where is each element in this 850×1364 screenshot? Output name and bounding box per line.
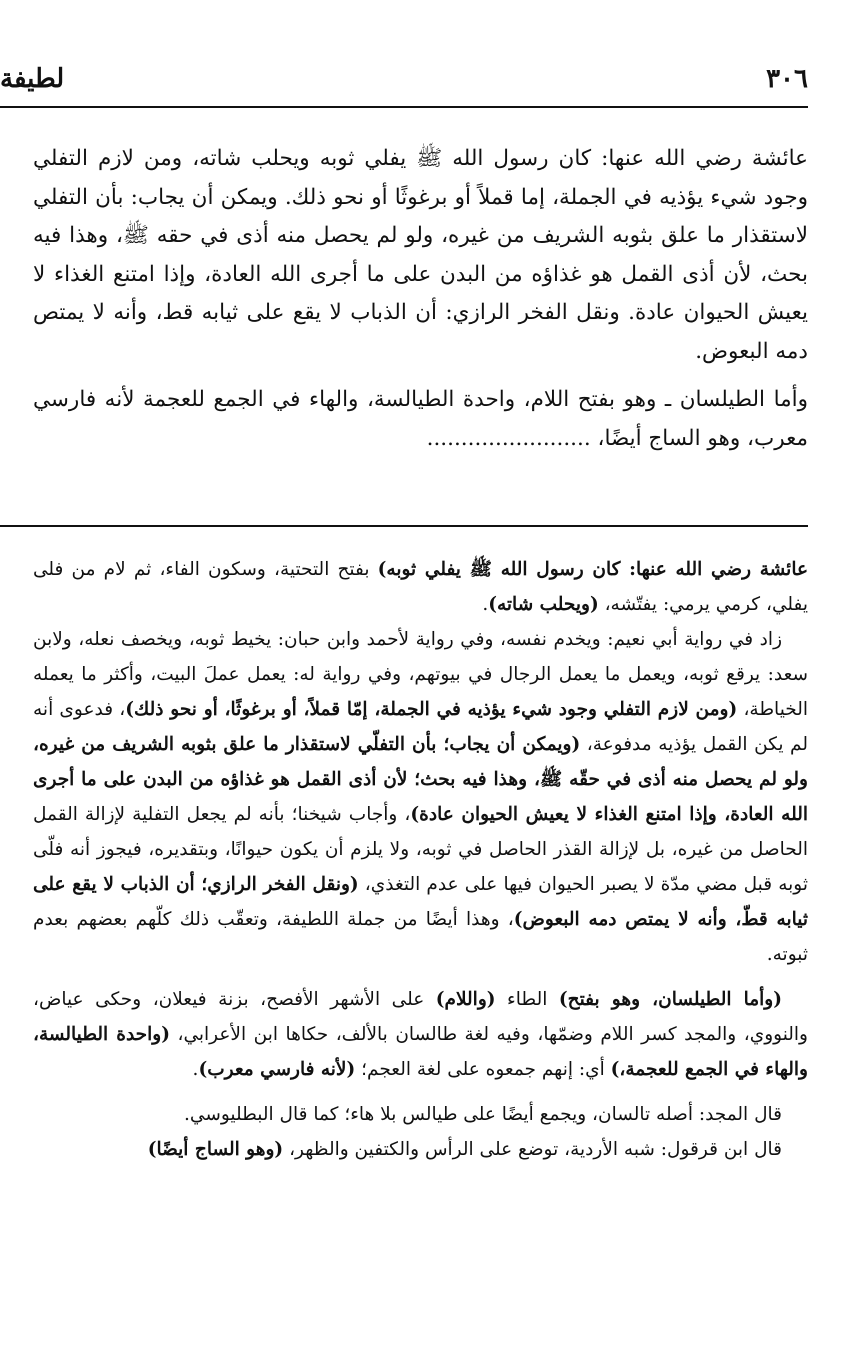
quoted-matn: (ويحلب شاته) bbox=[488, 594, 599, 615]
commentary-text-run: ، فدعوى أنه لم يكن القمل يؤذيه مدفوعة، bbox=[33, 699, 808, 755]
main-text bbox=[33, 140, 808, 458]
commentary-text bbox=[33, 552, 808, 1167]
footnote-separator bbox=[0, 525, 808, 527]
quoted-matn: (لأنه فارسي معرب) bbox=[198, 1059, 356, 1080]
commentary-text-run: زاد في رواية أبي نعيم: ويخدم نفسه، وفي رواية لأحمد وابن حبان: يخيط ثوبه، ويخصف نعله، ولابن سعد: يرقع ثوبه، ويعمل ما يعمل الرجال في بيوتهم، وفي رواية له: يعمل عملَ البيت، وأكثر ما يعمله الخياطة، bbox=[33, 629, 808, 720]
quoted-matn: (ومن لازم التفلي وجود شيء يؤذيه في الجملة، إمّا قملاً، أو برغوثًا، أو نحو ذلك) bbox=[125, 699, 738, 720]
main-paragraph bbox=[33, 381, 808, 458]
quoted-matn: (ويمكن أن يجاب؛ بأن التفلّي لاستقذار ما علق بثوبه الشريف من غيره، ولو لم يحصل منه أذى في حقّه ﷺ، وهذا فيه بحث؛ لأن أذى القمل هو غذاؤه من البدن على ما أجرى الله العادة، وإذا امتنع الغذاء لا يعيش الحيوان عادة) bbox=[33, 734, 808, 825]
quoted-matn: (وهو الساج أيضًا) bbox=[147, 1139, 284, 1160]
main-paragraph: عائشة رضي الله عنها: كان رسول الله ﷺ يفلي ثوبه ويحلب شاته، ومن لازم التفلي وجود شيء يؤذيه في الجملة، إما قملاً أو برغوثًا أو نحو ذلك. ويمكن أن يجاب: بأن التفلي لاستقذار ما علق بثوبه الشريف من غيره، ولو لم يحصل منه أذى في حقه ﷺ، وهذا فيه بحث، لأن أذى القمل هو غذاؤه من البدن على ما أجرى الله العادة، وإذا امتنع الغذاء لا يعيش الحيوان عادة. ونقل الفخر الرازي: أن الذباب لا يقع على ثيابه قط، وأنه لا يمتص دمه البعوض. bbox=[33, 146, 808, 364]
commentary-text-run: الطاء bbox=[495, 989, 559, 1010]
page-number: ٣٠٦ bbox=[766, 64, 808, 94]
commentary-text-run: أي: إنهم جمعوه على لغة العجم؛ bbox=[355, 1059, 611, 1080]
commentary-paragraph bbox=[33, 982, 808, 1087]
commentary-paragraph: قال المجد: أصله تالسان، ويجمع أيضًا على طيالس بلا هاء؛ كما قال البطليوسي. bbox=[184, 1104, 782, 1125]
commentary-text-run: ، وأجاب شيخنا؛ بأنه لم يجعل التفلية لإزالة القمل الحاصل من غيره، بل لإزالة القذر الحاصل في ثوبه، ولا يلزم أن يكون حيوانًا، وبتقديره، فيجوز أنه فلّى ثوبه قبل مضي مدّة لا يصبر الحيوان فيها على عدم التغذي، bbox=[33, 804, 808, 895]
header-rule bbox=[0, 106, 808, 108]
commentary-text-run: قال ابن قرقول: شبه الأردية، توضع على الرأس والكتفين والظهر، bbox=[283, 1139, 782, 1160]
quoted-matn: (واحدة الطيالسة، والهاء في الجمع للعجمة،) bbox=[33, 1024, 808, 1080]
commentary-paragraph bbox=[33, 552, 808, 622]
commentary-text-run: على الأشهر الأفصح، بزنة فيعلان، وحكى عياض، والنووي، والمجد كسر اللام وضمّها، وفيه لغة طالسان بالألف، حكاها ابن الأعرابي، bbox=[33, 989, 808, 1045]
page-header bbox=[0, 62, 808, 102]
commentary-text-run: . bbox=[482, 594, 489, 615]
commentary-text-run: ، وهذا أيضًا من جملة اللطيفة، وتعقّب ذلك كلّهم بعضهم بعدم ثبوته. bbox=[33, 909, 808, 965]
commentary-text-run: بفتح التحتية، وسكون الفاء، ثم لام من فلى يفلي، كرمي يرمي: يفتّشه، bbox=[33, 559, 808, 615]
quoted-matn: عائشة رضي الله عنها: كان رسول الله ﷺ يفلي ثوبه) bbox=[377, 559, 809, 580]
ellipsis-dots: ........................ bbox=[426, 425, 591, 451]
commentary-paragraph bbox=[33, 1132, 808, 1167]
commentary-paragraph bbox=[33, 622, 808, 972]
quoted-matn: (واللام) bbox=[435, 989, 496, 1010]
main-paragraph-text: وأما الطيلسان ـ وهو بفتح اللام، واحدة الطيالسة، والهاء في الجمع للعجمة لأنه فارسي معرب، وهو الساج أيضًا، bbox=[33, 387, 808, 451]
running-title: لطيفة bbox=[0, 64, 65, 94]
quoted-matn: (ونقل الفخر الرازي؛ أن الذباب لا يقع على ثيابه قطّ، وأنه لا يمتص دمه البعوض) bbox=[33, 874, 808, 930]
commentary-text-run: . bbox=[192, 1059, 199, 1080]
quoted-matn: (وأما الطيلسان، وهو بفتح) bbox=[558, 989, 782, 1010]
